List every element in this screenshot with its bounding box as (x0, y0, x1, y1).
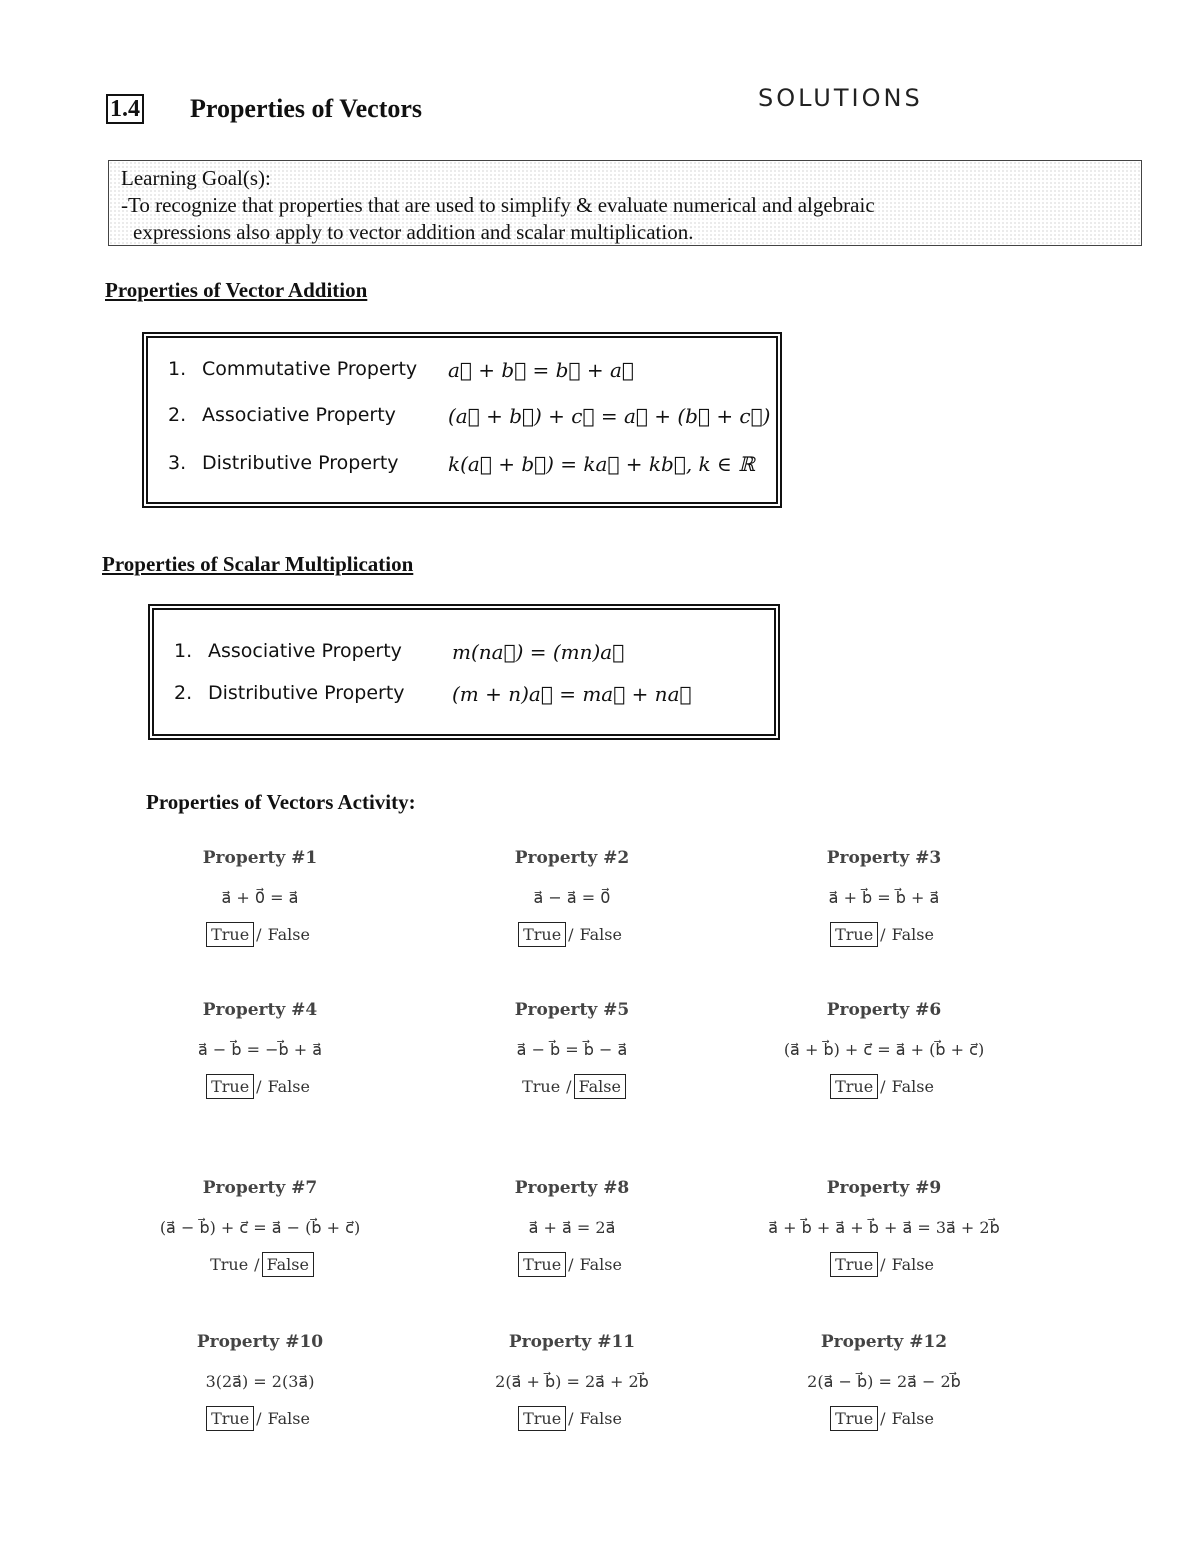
property-title: Property #3 (826, 848, 942, 868)
property-name: Associative Property (208, 640, 402, 662)
true-false-choice (110, 1252, 410, 1282)
property-card (422, 1000, 722, 1104)
false-option[interactable]: False (891, 1077, 934, 1096)
property-formula: k(a⃗ + b⃗) = ka⃗ + kb⃗, k ∈ ℝ (448, 452, 755, 476)
property-expression: a⃗ − b⃗ = −b⃗ + a⃗ (197, 1040, 323, 1059)
property-expression: a⃗ − a⃗ = 0⃗ (533, 888, 611, 907)
true-false-choice (110, 922, 410, 952)
activity-title: Properties of Vectors Activity: (146, 790, 416, 814)
false-option[interactable]: False (262, 1252, 314, 1277)
choice-separator: / (256, 925, 262, 944)
true-false-choice (110, 1074, 410, 1104)
false-option[interactable]: False (267, 1409, 310, 1428)
scalar-multiplication-box (148, 604, 780, 740)
section-number: 1.4 (106, 94, 144, 124)
property-name: Distributive Property (208, 682, 405, 704)
choice-separator: / (254, 1255, 260, 1274)
true-option[interactable]: True (830, 1252, 878, 1277)
true-option[interactable]: True (830, 1406, 878, 1431)
true-option[interactable]: True (518, 1406, 566, 1431)
page-title: Properties of Vectors (190, 94, 423, 123)
property-expression: a⃗ + 0⃗ = a⃗ (221, 888, 299, 907)
learning-goal-line-1: -To recognize that properties that are used to simplify & evaluate numerical and algebraic (121, 193, 875, 217)
item-number: 1. (168, 358, 187, 380)
property-title: Property #6 (826, 1000, 942, 1020)
property-title: Property #11 (508, 1332, 636, 1352)
property-expression: 3(2a⃗) = 2(3a⃗) (205, 1372, 315, 1391)
true-option[interactable]: True (830, 922, 878, 947)
true-false-choice (734, 1074, 1034, 1104)
property-formula: (a⃗ + b⃗) + c⃗ = a⃗ + (b⃗ + c⃗) (448, 404, 771, 428)
vector-addition-heading: Properties of Vector Addition (105, 278, 368, 302)
property-expression: 2(a⃗ + b⃗) = 2a⃗ + 2b⃗ (495, 1372, 649, 1391)
property-card (110, 1332, 410, 1436)
property-card (422, 848, 722, 952)
property-expression: a⃗ + b⃗ + a⃗ + b⃗ + a⃗ = 3a⃗ + 2b⃗ (768, 1218, 1000, 1237)
property-formula: (m + n)a⃗ = ma⃗ + na⃗ (452, 682, 692, 706)
property-card (734, 1332, 1034, 1436)
true-option[interactable]: True (206, 1406, 254, 1431)
property-title: Property #9 (826, 1178, 942, 1198)
false-option[interactable]: False (267, 1077, 310, 1096)
true-option[interactable]: True (206, 1074, 254, 1099)
property-expression: a⃗ + b⃗ = b⃗ + a⃗ (828, 888, 940, 907)
true-false-choice (422, 1074, 722, 1104)
choice-separator: / (256, 1409, 262, 1428)
property-title: Property #1 (202, 848, 318, 868)
property-expression: 2(a⃗ − b⃗) = 2a⃗ − 2b⃗ (807, 1372, 961, 1391)
false-option[interactable]: False (579, 1255, 622, 1274)
property-title: Property #8 (514, 1178, 630, 1198)
choice-separator: / (568, 1255, 574, 1274)
true-false-choice (734, 1252, 1034, 1282)
true-false-choice (422, 1406, 722, 1436)
choice-separator: / (880, 925, 886, 944)
false-option[interactable]: False (891, 1255, 934, 1274)
true-option[interactable]: True (518, 1252, 566, 1277)
property-card (734, 1000, 1034, 1104)
property-title: Property #12 (820, 1332, 948, 1352)
false-option[interactable]: False (574, 1074, 626, 1099)
solutions-label: SOLUTIONS (758, 84, 923, 112)
true-false-choice (110, 1406, 410, 1436)
false-option[interactable]: False (579, 925, 622, 944)
property-card (110, 848, 410, 952)
true-option[interactable]: True (522, 1077, 561, 1096)
property-card (422, 1178, 722, 1282)
choice-separator: / (566, 1077, 572, 1096)
property-expression: (a⃗ − b⃗) + c⃗ = a⃗ − (b⃗ + c⃗) (159, 1218, 361, 1237)
property-title: Property #5 (514, 1000, 630, 1020)
true-false-choice (734, 922, 1034, 952)
property-title: Property #10 (196, 1332, 324, 1352)
property-name: Associative Property (202, 404, 396, 426)
learning-goal-line-2: expressions also apply to vector addition and scalar multiplication. (133, 220, 694, 244)
false-option[interactable]: False (891, 1409, 934, 1428)
property-name: Commutative Property (202, 358, 418, 380)
learning-goal-label: Learning Goal(s): (121, 166, 271, 190)
true-option[interactable]: True (206, 922, 254, 947)
property-name: Distributive Property (202, 452, 399, 474)
property-card (422, 1332, 722, 1436)
item-number: 1. (174, 640, 193, 662)
true-false-choice (422, 922, 722, 952)
choice-separator: / (256, 1077, 262, 1096)
choice-separator: / (568, 1409, 574, 1428)
item-number: 2. (174, 682, 193, 704)
property-card (734, 1178, 1034, 1282)
learning-goal-box (108, 160, 1142, 246)
property-card (110, 1178, 410, 1282)
choice-separator: / (880, 1255, 886, 1274)
item-number: 2. (168, 404, 187, 426)
choice-separator: / (568, 925, 574, 944)
property-card (110, 1000, 410, 1104)
property-formula: a⃗ + b⃗ = b⃗ + a⃗ (448, 358, 634, 382)
choice-separator: / (880, 1077, 886, 1096)
property-formula: m(na⃗) = (mn)a⃗ (452, 640, 625, 664)
property-expression: a⃗ − b⃗ = b⃗ − a⃗ (516, 1040, 628, 1059)
true-option[interactable]: True (518, 922, 566, 947)
property-card (734, 848, 1034, 952)
choice-separator: / (880, 1409, 886, 1428)
property-expression: a⃗ + a⃗ = 2a⃗ (528, 1218, 616, 1237)
true-false-choice (422, 1252, 722, 1282)
property-title: Property #2 (514, 848, 630, 868)
property-title: Property #7 (202, 1178, 318, 1198)
false-option[interactable]: False (579, 1409, 622, 1428)
true-false-choice (734, 1406, 1034, 1436)
property-title: Property #4 (202, 1000, 318, 1020)
property-expression: (a⃗ + b⃗) + c⃗ = a⃗ + (b⃗ + c⃗) (783, 1040, 985, 1059)
true-option[interactable]: True (210, 1255, 249, 1274)
false-option[interactable]: False (891, 925, 934, 944)
false-option[interactable]: False (267, 925, 310, 944)
item-number: 3. (168, 452, 187, 474)
vector-addition-box (142, 332, 782, 508)
scalar-multiplication-heading: Properties of Scalar Multiplication (102, 552, 414, 576)
true-option[interactable]: True (830, 1074, 878, 1099)
